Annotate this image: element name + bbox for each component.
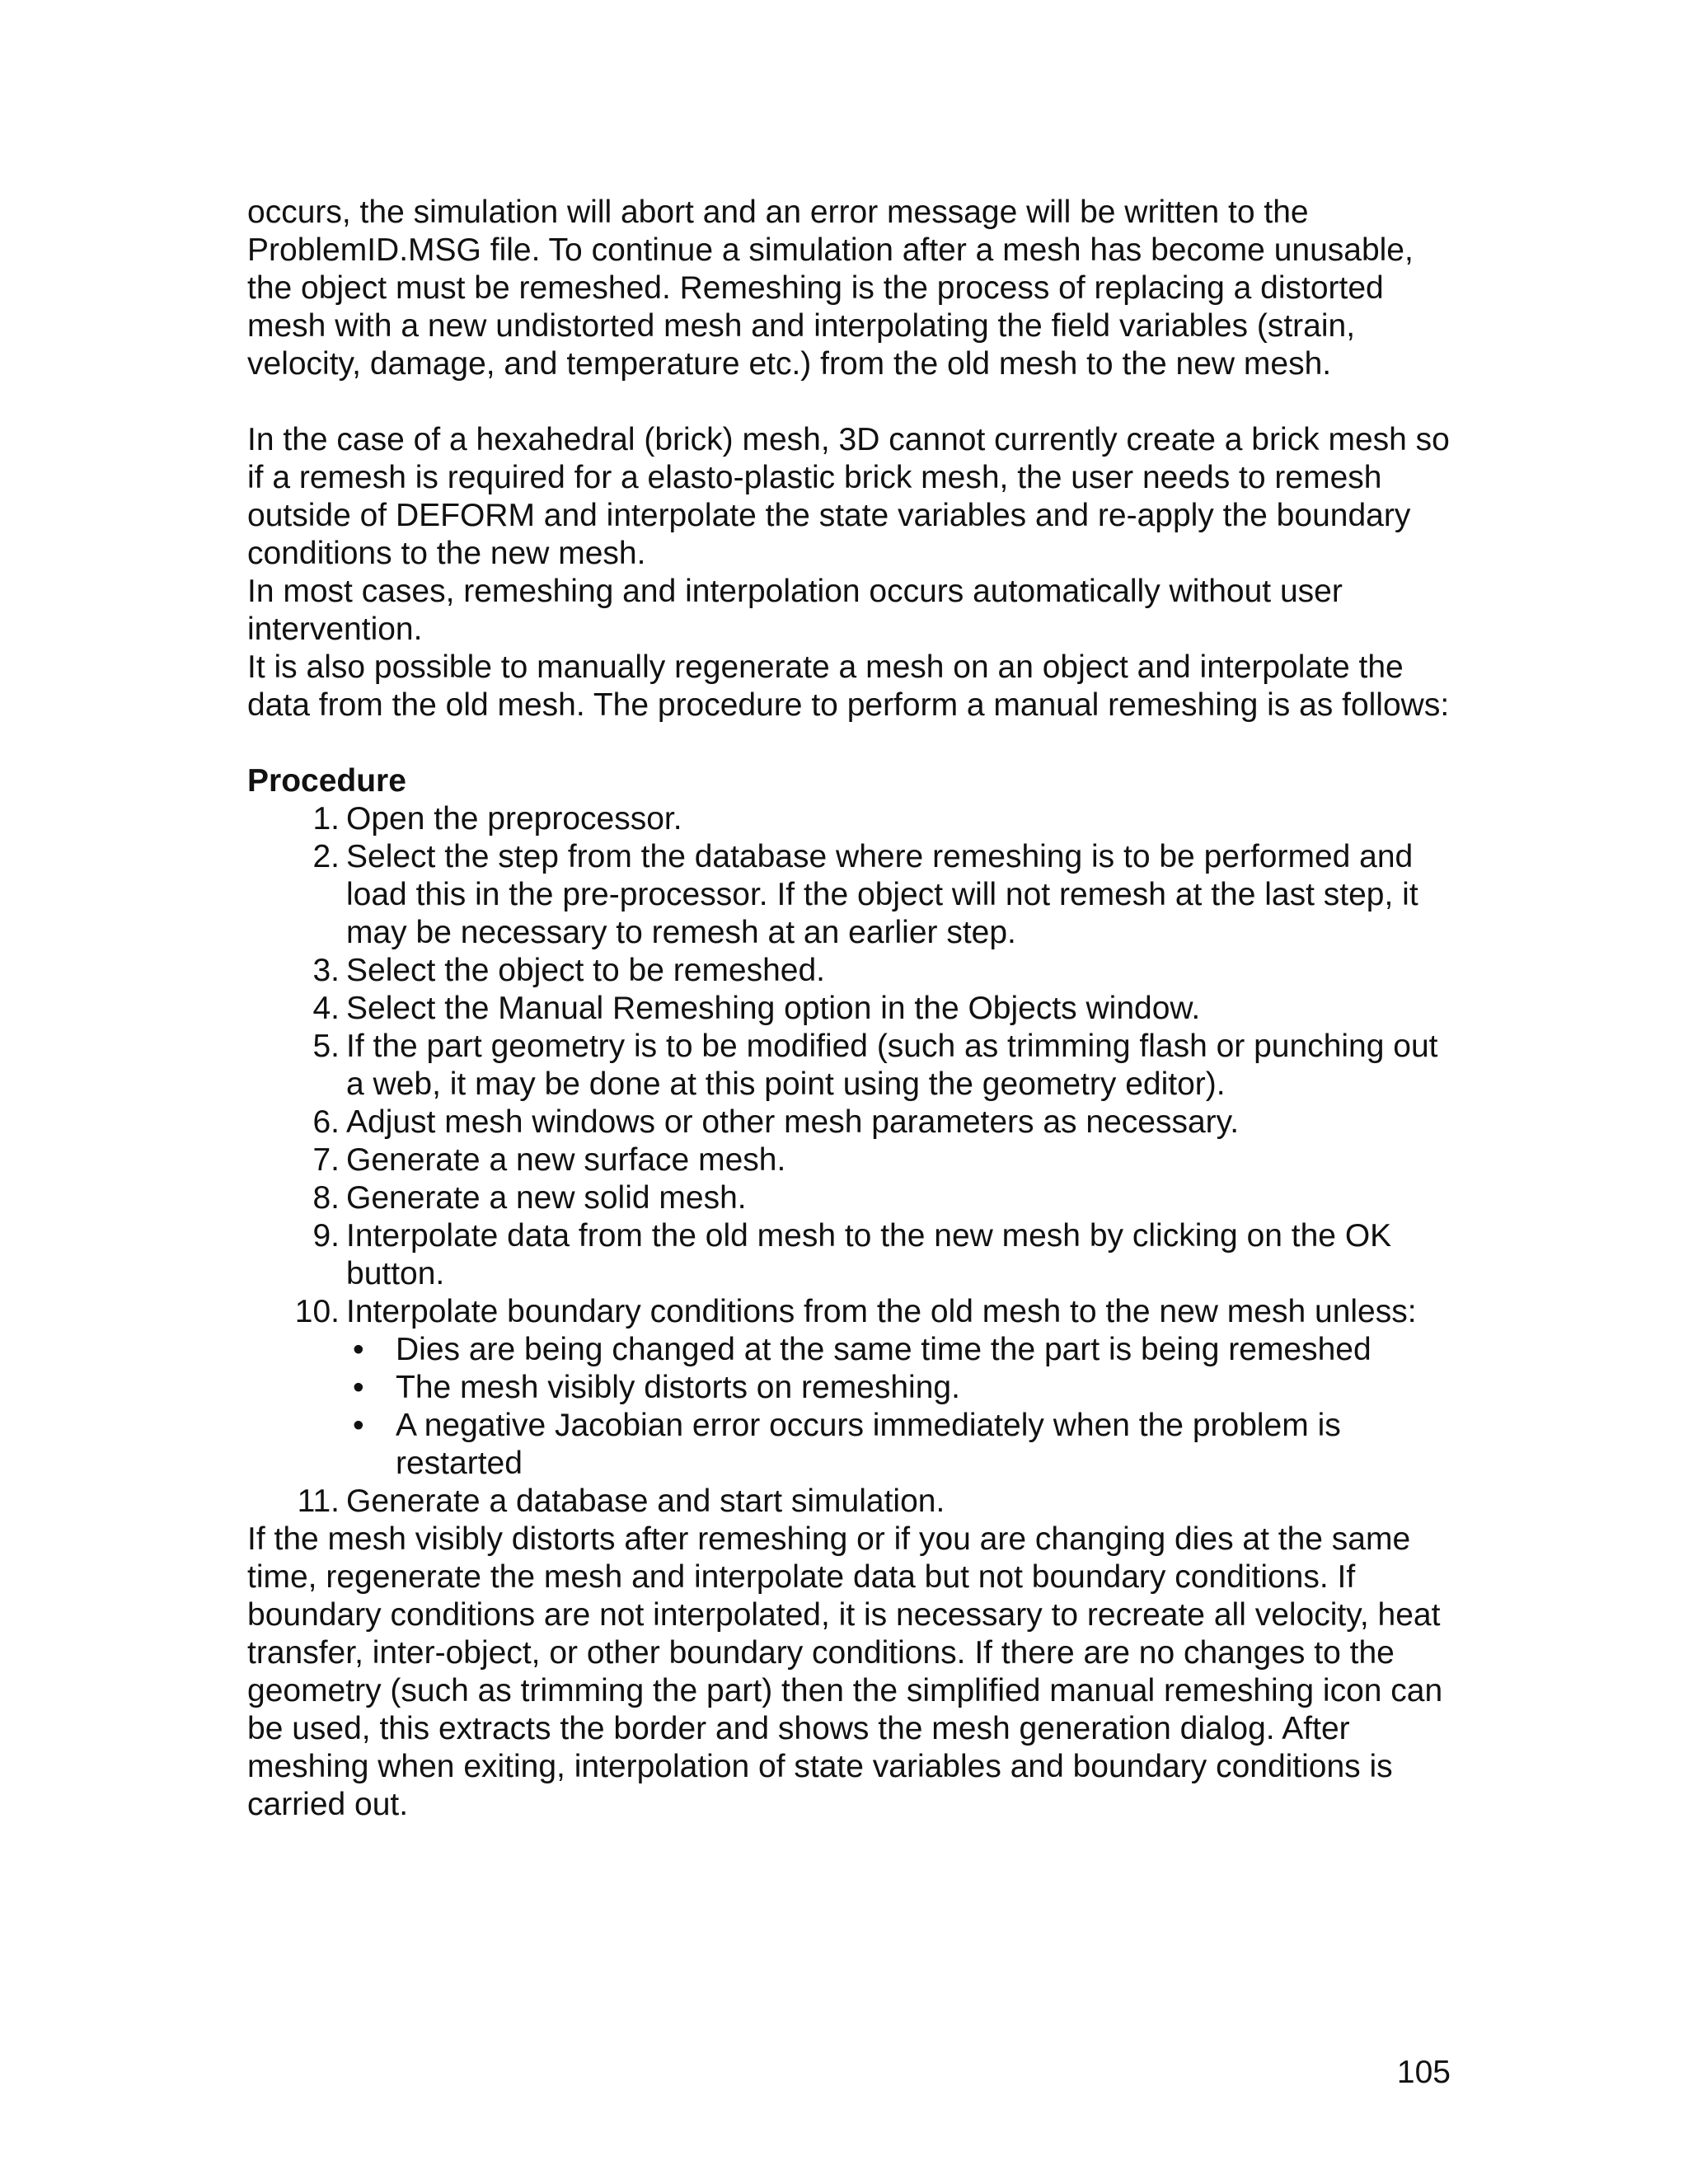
step-text: Open the preprocessor.: [346, 801, 682, 837]
step-number: 6.: [312, 1104, 340, 1140]
page-number: 105: [1396, 2055, 1451, 2090]
paragraph-gap: [247, 383, 1451, 421]
step-text: Select the Manual Remeshing option in the Objects window.: [346, 991, 1201, 1026]
step-text: Generate a database and start simulation.: [346, 1483, 945, 1519]
procedure-step-1: [247, 800, 1451, 838]
bullet-icon: •: [353, 1370, 364, 1405]
procedure-step-5: [247, 1028, 1451, 1104]
step-10-bullets: [346, 1331, 1451, 1483]
bullet-text: A negative Jacobian error occurs immediately when the problem is restarted: [396, 1408, 1341, 1481]
closing-paragraph: If the mesh visibly distorts after remeshing or if you are changing dies at the same time, regenerate the mesh and interpolate data but not boundary conditions. If boundary conditions are not interpolated, it is necessary to recreate all velocity, heat transfer, inter-object, or other boundary conditions. If there are no changes to the geometry (such as trimming the part) then the simplified manual remeshing icon can be used, this extracts the border and shows the mesh generation dialog. After meshing when exiting, interpolation of state variables and boundary conditions is carried out.: [247, 1521, 1443, 1822]
procedure-step-11: [247, 1483, 1451, 1521]
procedure-step-6: [247, 1104, 1451, 1141]
procedure-steps: [247, 800, 1451, 1521]
automatic-remesh-paragraph: In most cases, remeshing and interpolation occurs automatically without user intervention.: [247, 574, 1343, 647]
step-number: 9.: [312, 1218, 340, 1254]
step-text: Generate a new solid mesh.: [346, 1180, 747, 1216]
step-number: 2.: [312, 839, 340, 874]
step-text: Select the object to be remeshed.: [346, 953, 826, 988]
procedure-step-8: [247, 1179, 1451, 1217]
step-number: 1.: [312, 801, 340, 837]
step-text: Interpolate data from the old mesh to the new mesh by clicking on the OK button.: [346, 1218, 1392, 1291]
bullet-text: Dies are being changed at the same time the part is being remeshed: [396, 1332, 1372, 1367]
step-number: 11.: [297, 1483, 340, 1519]
bullet-item: [346, 1331, 1451, 1369]
procedure-step-3: [247, 952, 1451, 990]
procedure-step-9: [247, 1217, 1451, 1293]
document-page: [247, 194, 1451, 1824]
paragraph-gap: [247, 724, 1451, 762]
bullet-icon: •: [353, 1332, 364, 1367]
bullet-text: The mesh visibly distorts on remeshing.: [396, 1370, 960, 1405]
bullet-item: [346, 1369, 1451, 1407]
procedure-step-10: [247, 1293, 1451, 1483]
step-text: Select the step from the database where remeshing is to be performed and load this in the pre-processor. If the object will not remesh at the last step, it may be necessary to remesh at an earlier step.: [346, 839, 1418, 950]
intro-paragraph: occurs, the simulation will abort and an error message will be written to the ProblemID.MSG file. To continue a simulation after a mesh has become unusable, the object must be remeshed. Remeshing is the process of replacing a distorted mesh with a new undistorted mesh and interpolating the field variables (strain, velocity, damage, and temperature etc.) from the old mesh to the new mesh.: [247, 194, 1414, 382]
step-number: 3.: [312, 953, 340, 988]
procedure-step-4: [247, 990, 1451, 1028]
step-text: Adjust mesh windows or other mesh parameters as necessary.: [346, 1104, 1240, 1140]
procedure-step-2: [247, 838, 1451, 952]
procedure-heading: Procedure: [247, 763, 406, 799]
bullet-icon: •: [353, 1408, 364, 1443]
step-text: Generate a new surface mesh.: [346, 1142, 786, 1178]
procedure-step-7: [247, 1141, 1451, 1179]
step-text: Interpolate boundary conditions from the old mesh to the new mesh unless:: [346, 1294, 1417, 1329]
step-number: 8.: [312, 1180, 340, 1216]
step-number: 4.: [312, 991, 340, 1026]
manual-remesh-paragraph: It is also possible to manually regenerate a mesh on an object and interpolate the data from the old mesh. The procedure to perform a manual remeshing is as follows:: [247, 649, 1450, 723]
step-number: 10.: [294, 1294, 340, 1329]
bullet-item: [346, 1407, 1451, 1483]
hexahedral-paragraph: In the case of a hexahedral (brick) mesh, 3D cannot currently create a brick mesh so if a remesh is required for a elasto-plastic brick mesh, the user needs to remesh outside of DEFORM and interpolate the state variables and re-apply the boundary conditions to the new mesh.: [247, 422, 1450, 571]
step-number: 7.: [312, 1142, 340, 1178]
step-text: If the part geometry is to be modified (such as trimming flash or punching out a web, it may be done at this point using the geometry editor).: [346, 1029, 1438, 1102]
step-number: 5.: [312, 1029, 340, 1064]
